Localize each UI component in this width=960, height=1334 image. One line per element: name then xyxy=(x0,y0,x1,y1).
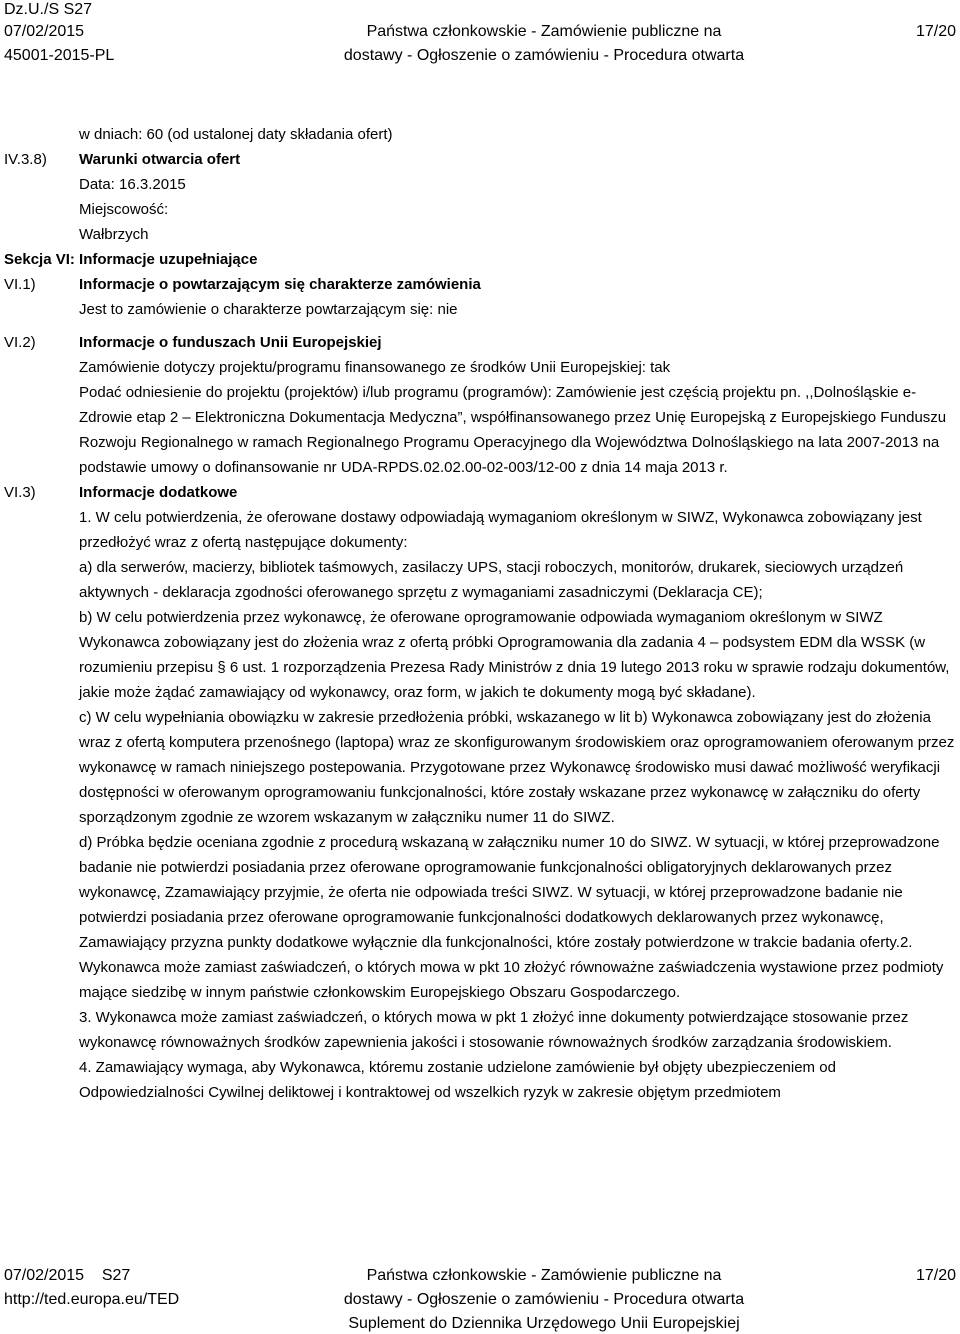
eu-funds-flag: Zamówienie dotyczy projektu/programu finansowanego ze środków Unii Europejskiej: tak xyxy=(79,359,671,376)
footer-page-number: 17/20 xyxy=(915,1267,956,1284)
paragraph: c) W celu wypełniania obowiązku w zakresie przedłożenia próbki, wskazanego w lit b) Wykonawca zobowiązany jest do złożenia wraz z ofertą komputera przenośnego (laptopa) wraz ze skonfigurowanym środowiskiem oraz oprogramowaniem oferowanym przez wykonawcę w ramach niniejszego postepowania. Przygotowane przez Wykonawcę środowisko musi dawać możliwość weryfikacji dostępności w oferowanym oprogramowaniu funkcjonalności, które zostały wskazane przez wykonawcę w załączniku do oferty sporządzonym zgodnie ze wzorem wskazanym w załączniku numer 11 do SIWZ. xyxy=(79,709,955,826)
paragraph: d) Próbka będzie oceniana zgodnie z procedurą wskazaną w załączniku numer 10 do SIWZ. W sytuacji, w której przeprowadzone badanie nie potwierdzi posiadania przez oferowane oprogramowanie funkcjonalności obligatoryjnych deklarowanych przez wykonawcę, Zzamawiający przyjmie, że oferta nie odpowiada treści SIWZ. W sytuacji, w której przeprowadzone badanie nie potwierdzi posiadania przez oferowane oprogramowanie funkcjonalności dodatkowych deklarowanych przez wykonawcę, Zamawiający przyzna punkty dodatkowe wyłącznie dla funkcjonalności, które zostały potwierdzone w trakcie badania oferty.2. Wykonawca może zamiast zaświadczeń, o których mowa w pkt 10 złożyć równoważne zaświadczenia wystawione przez podmioty mające siedzibę w innym państwie członkowskim Europejskiego Obszaru Gospodarczego. xyxy=(79,834,944,1001)
footer-title-line2: dostawy - Ogłoszenie o zamówieniu - Procedura otwarta xyxy=(343,1291,745,1308)
paragraph: b) W celu potwierdzenia przez wykonawcę, że oferowane oprogramowanie odpowiada wymaganiom określonym w SIWZ Wykonawca zobowiązany jest do złożenia wraz z ofertą próbki Oprogramowania dla zadania 4 – podsystem EDM dla WSSK (w rozumieniu przepisu § 6 ust. 1 rozporządzenia Prezesa Rady Ministrów z dnia 19 lutego 2013 roku w sprawie rodzaju dokumentów, jakie może żądać zamawiający od wykonawcy, oraz form, w jakich te dokumenty mogą być składane). xyxy=(79,609,950,701)
section-vi2 xyxy=(4,330,960,480)
section-number: VI.1) xyxy=(4,276,36,293)
header-page-number: 17/20 xyxy=(915,23,956,40)
footer-supplement: Suplement do Dziennika Urzędowego Unii Europejskiej xyxy=(348,1315,740,1332)
footer-date-text: 07/02/2015 xyxy=(4,1267,85,1284)
header-notice-number: 45001-2015-PL xyxy=(4,47,115,64)
paragraph: a) dla serwerów, macierzy, bibliotek taśmowych, zasilaczy UPS, stacji roboczych, monitorów, drukarek, sieciowych urządzeń aktywnych - deklaracja zgodności oferowanego sprzętu z wymaganiami zasadniczymi (Deklaracja CE); xyxy=(79,559,904,601)
header-date: 07/02/2015 xyxy=(4,23,85,40)
opening-date: Data: 16.3.2015 xyxy=(79,176,186,193)
opening-place-label: Miejscowość: xyxy=(79,201,169,218)
section-number: VI.2) xyxy=(4,334,36,351)
section-iv38 xyxy=(4,147,960,247)
eu-project-reference: Podać odniesienie do projektu (projektów) i/lub programu (programów): Zamówienie jest częścią projektu pn. ,,Dolnośląskie e-Zdrowie etap 2 – Elektroniczna Dokumentacja Medyczna”, współfinansowanego przez Unię Europejską z Europejskiego Funduszu Rozwoju Regionalnego w ramach Regionalnego Programu Operacyjnego dla Województwa Dolnośląskiego na lata 2007-2013 na podstawie umowy o dofinansowanie nr UDA-RPDS.02.02.00-02-003/12-00 z dnia 14 maja 2013 r. xyxy=(79,384,947,476)
footer-title-line1: Państwa członkowskie - Zamówienie publiczne na xyxy=(366,1267,722,1284)
footer-date xyxy=(4,1266,130,1286)
section-number: IV.3.8) xyxy=(4,151,47,168)
section-heading: Warunki otwarcia ofert xyxy=(79,151,241,168)
paragraph: 3. Wykonawca może zamiast zaświadczeń, o których mowa w pkt 1 złożyć inne dokumenty potwierdzające stosowanie przez wykonawcę równoważnych środków zapewnienia jakości i stosowanie równoważnych środków zarządzania środowiskiem. xyxy=(79,1009,909,1051)
footer-ted-link[interactable]: http://ted.europa.eu/TED xyxy=(4,1291,180,1308)
deadline-row xyxy=(4,122,960,147)
section-heading: Informacje dodatkowe xyxy=(79,484,238,501)
paragraph: 4. Zamawiający wymaga, aby Wykonawca, któremu zostanie udzielone zamówienie był objęty ubezpieczeniem od Odpowiedzialności Cywilnej deliktowej i kontraktowej od wszelkich ryzyk w zakresie objętym przedmiotem xyxy=(79,1059,836,1101)
section-vi1 xyxy=(4,272,960,322)
section-vi-title: Sekcja VI: Informacje uzupełniające xyxy=(4,251,258,268)
footer-series: S27 xyxy=(101,1267,131,1284)
document-body xyxy=(4,122,960,1105)
section-number: VI.3) xyxy=(4,484,36,501)
deadline-text: w dniach: 60 (od ustalonej daty składania ofert) xyxy=(79,126,393,143)
header-title-line1: Państwa członkowskie - Zamówienie publiczne na xyxy=(366,23,722,40)
section-heading: Informacje o funduszach Unii Europejskiej xyxy=(79,334,382,351)
header-journal-ref: Dz.U./S S27 xyxy=(4,1,93,18)
recurring-info: Jest to zamówienie o charakterze powtarzającym się: nie xyxy=(79,301,458,318)
opening-place: Wałbrzych xyxy=(79,226,149,243)
paragraph: 1. W celu potwierdzenia, że oferowane dostawy odpowiadają wymaganiom określonym w SIWZ, Wykonawca zobowiązany jest przedłożyć wraz z ofertą następujące dokumenty: xyxy=(79,509,922,551)
section-vi3 xyxy=(4,480,960,1105)
header-title-line2: dostawy - Ogłoszenie o zamówieniu - Procedura otwarta xyxy=(343,47,745,64)
section-heading: Informacje o powtarzającym się charakterze zamówienia xyxy=(79,276,481,293)
